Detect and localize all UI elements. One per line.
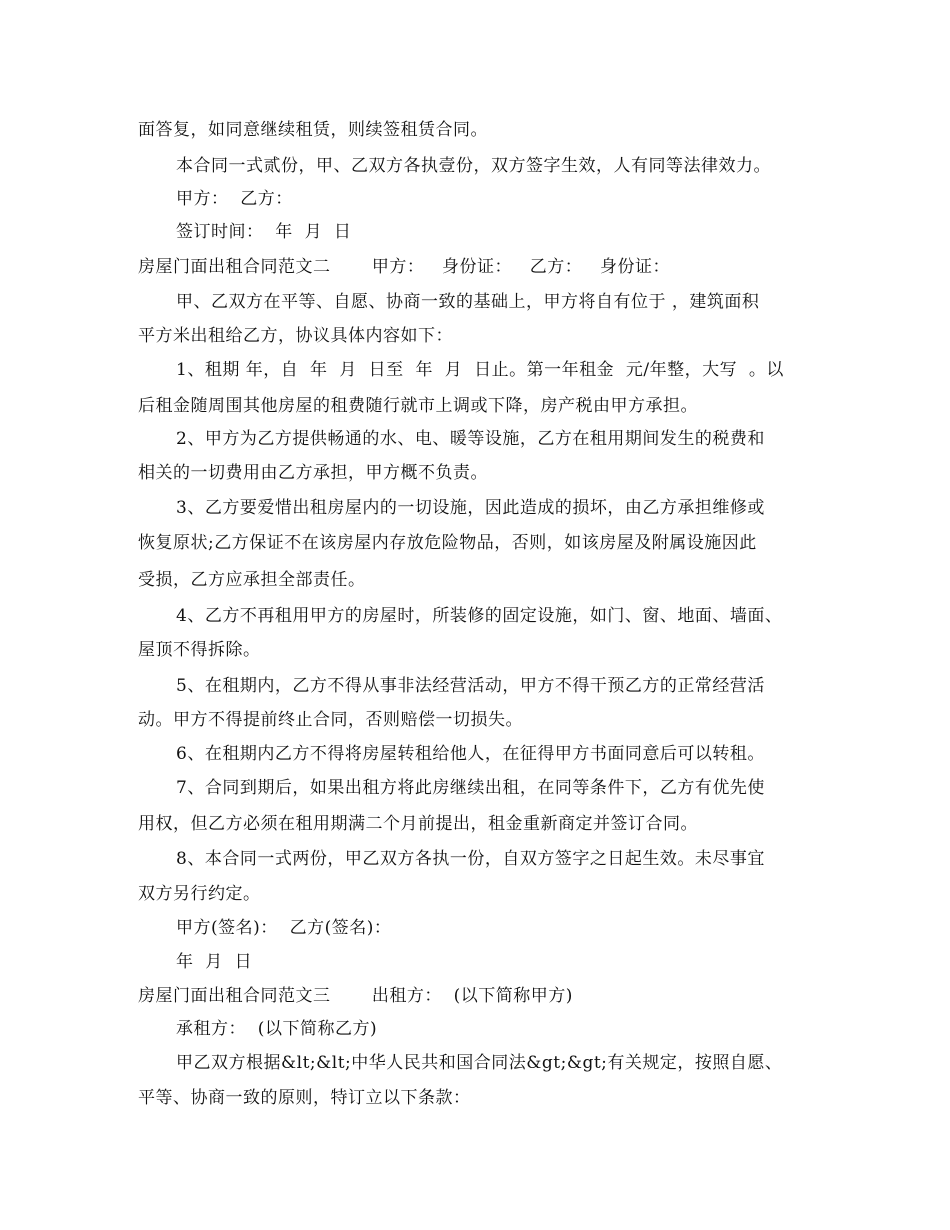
text-line: 年 月 日: [176, 952, 253, 972]
text-line: 平方米出租给乙方，协议具体内容如下：: [138, 326, 453, 346]
text-line: 动。甲方不得提前终止合同，否则赔偿一切损失。: [138, 710, 523, 730]
text-line: 面答复，如同意继续租赁，则续签租赁合同。: [138, 120, 488, 140]
text-line: 甲乙双方根据&lt;&lt;中华人民共和国合同法&gt;&gt;有关规定，按照自愿、: [176, 1053, 783, 1073]
text-line: 相关的一切费用由乙方承担，甲方概不负责。: [138, 463, 488, 483]
section-heading-line: 房屋门面出租合同范文三 出租方： (以下简称甲方): [138, 986, 573, 1006]
text-line: 用权，但乙方必须在租用期满二个月前提出，租金重新商定并签订合同。: [138, 814, 698, 834]
text-line: 受损，乙方应承担全部责任。: [138, 570, 366, 590]
text-line: 3、乙方要爱惜出租房屋内的一切设施，因此造成的损坏，由乙方承担维修或: [176, 498, 765, 518]
section-heading-line: 房屋门面出租合同范文二 甲方： 身份证： 乙方： 身份证：: [138, 257, 670, 277]
text-line: 承租方： (以下简称乙方): [176, 1019, 378, 1039]
text-line: 8、本合同一式两份，甲乙双方各执一份，自双方签字之日起生效。未尽事宜: [176, 849, 765, 869]
text-line: 甲、乙双方在平等、自愿、协商一致的基础上，甲方将自有位于 ，建筑面积: [176, 292, 760, 312]
text-line: 4、乙方不再租用甲方的房屋时，所装修的固定设施，如门、窗、地面、墙面、: [176, 606, 783, 626]
text-line: 本合同一式贰份，甲、乙双方各执壹份，双方签字生效，人有同等法律效力。: [176, 156, 771, 176]
text-line: 甲方(签名)： 乙方(签名)：: [176, 918, 392, 938]
text-line: 平等、协商一致的原则，特订立以下条款：: [138, 1088, 471, 1108]
text-line: 6、在租期内乙方不得将房屋转租给他人，在征得甲方书面同意后可以转租。: [176, 744, 765, 764]
text-line: 甲方： 乙方：: [176, 189, 293, 209]
text-line: 7、合同到期后，如果出租方将此房继续出租，在同等条件下，乙方有优先使: [176, 778, 765, 798]
text-line: 5、在租期内，乙方不得从事非法经营活动，甲方不得干预乙方的正常经营活: [176, 676, 765, 696]
text-line: 签订时间： 年 月 日: [176, 222, 352, 242]
text-line: 恢复原状;乙方保证不在该房屋内存放危险物品，否则，如该房屋及附属设施因此: [138, 533, 757, 553]
text-line: 双方另行约定。: [138, 884, 261, 904]
text-line: 屋顶不得拆除。: [138, 640, 261, 660]
text-line: 1、租期 年，自 年 月 日至 年 月 日止。第一年租金 元/年整，大写 。以: [176, 360, 784, 380]
text-line: 后租金随周围其他房屋的租费随行就市上调或下降，房产税由甲方承担。: [138, 396, 698, 416]
text-line: 2、甲方为乙方提供畅通的水、电、暖等设施，乙方在租用期间发生的税费和: [176, 429, 765, 449]
